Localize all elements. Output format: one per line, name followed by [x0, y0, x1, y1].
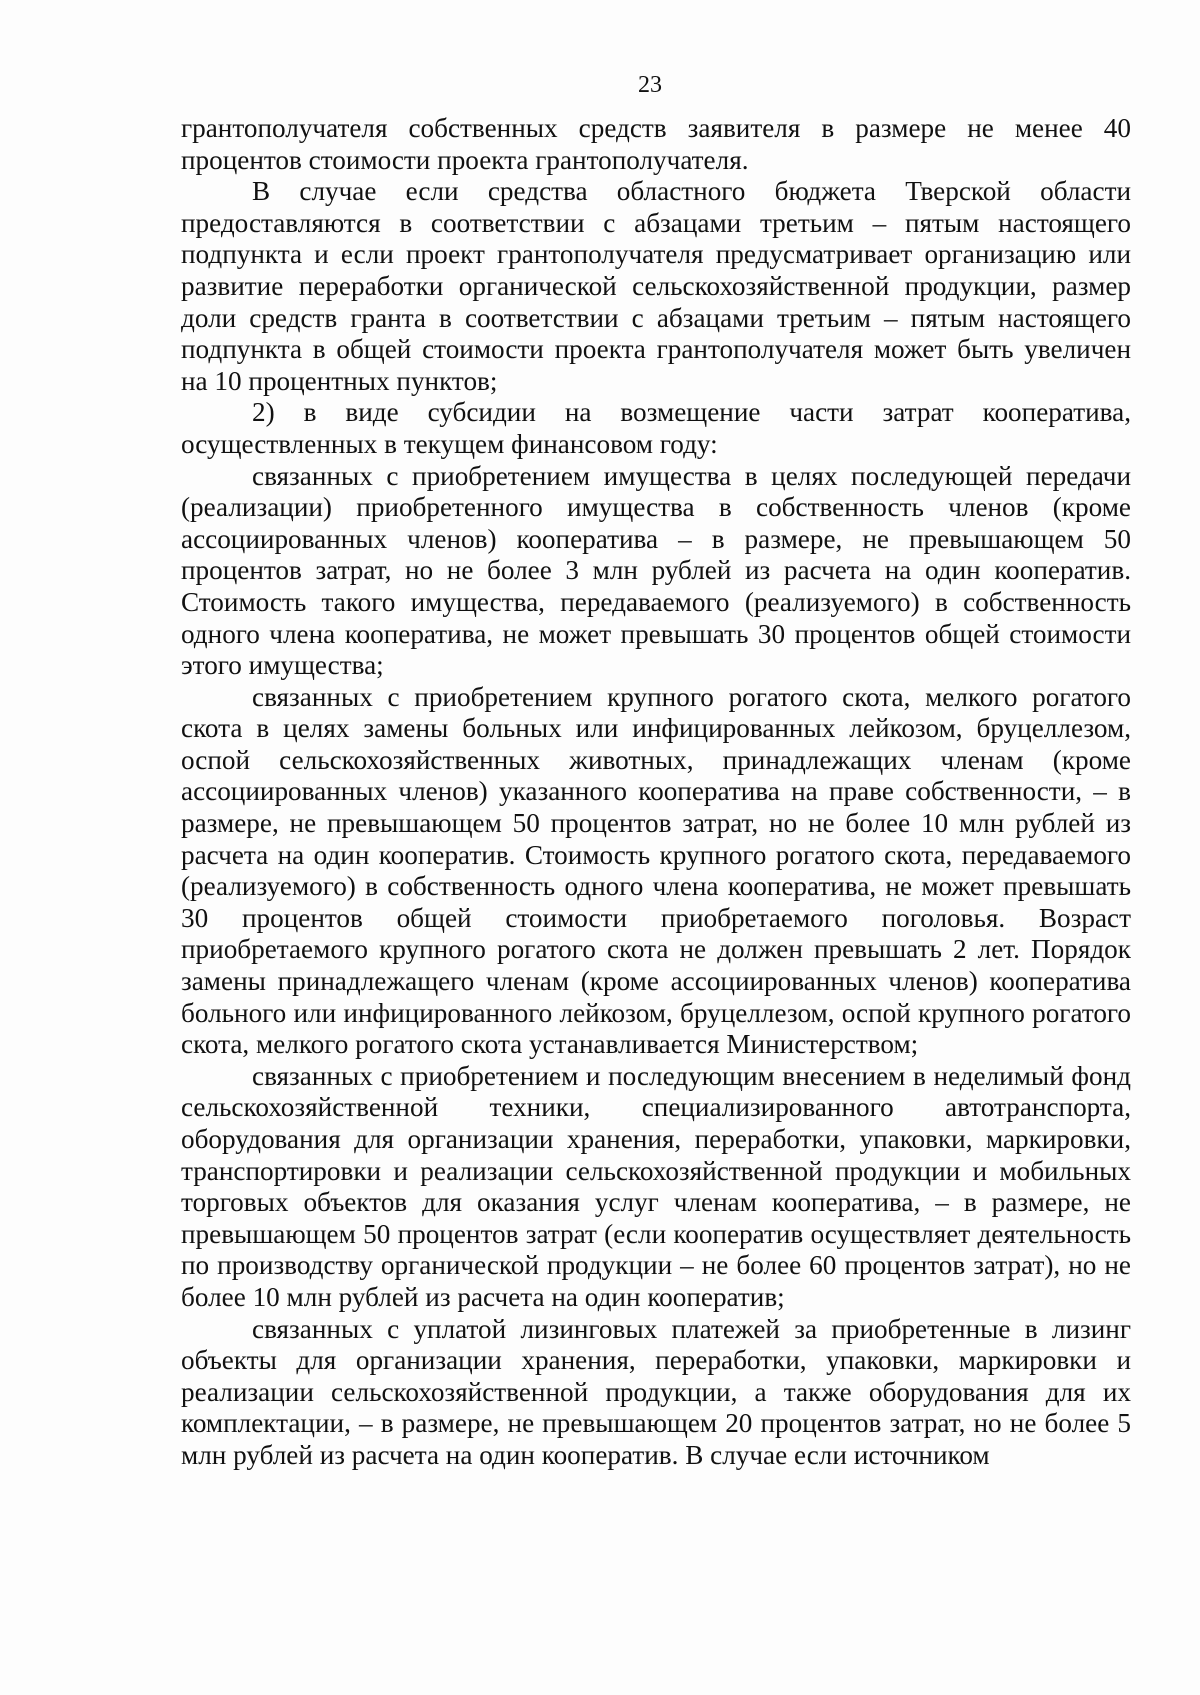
paragraph-organic-grant: В случае если средства областного бюджета Тверской области предоставляются в соответствии с абзацами третьим – пятым настоящего подпункта и если проект грантополучателя предусматривает организацию или развитие переработки органической сельскохозяйственной продукции, размер доли средств гранта в соответствии с абзацами третьим – пятым настоящего подпункта в общей стоимости проекта грантополучателя может быть увеличен на 10 процентных пунктов; — [181, 176, 1131, 396]
paragraph-equipment-purchase: связанных с приобретением и последующим внесением в неделимый фонд сельскохозяйственной техники, специализированного автотранспорта, оборудования для организации хранения, переработки, упаковки, маркировки, транспортировки и реализации сельскохозяйственной продукции и мобильных торговых объектов для оказания услуг членам кооператива, – в размере, не превышающем 50 процентов затрат (если кооператив осуществляет деятельность по производству органической продукции – не более 60 процентов затрат), но не более 10 млн рублей из расчета на один кооператив; — [181, 1060, 1131, 1312]
paragraph-cattle-purchase: связанных с приобретением крупного рогатого скота, мелкого рогатого скота в целях замены больных или инфицированных лейкозом, бруцеллезом, оспой сельскохозяйственных животных, принадлежащих членам (кроме ассоциированных членов) указанного кооператива на праве собственности, – в размере, не превышающем 50 процентов затрат, но не более 10 млн рублей из расчета на один кооператив. Стоимость крупного рогатого скота, передаваемого (реализуемого) в собственность одного члена кооператива, не может превышать 30 процентов общей стоимости приобретаемого поголовья. Возраст приобретаемого крупного рогатого скота не должен превышать 2 лет. Порядок замены принадлежащего членам (кроме ассоциированных членов) кооператива больного или инфицированного лейкозом, бруцеллезом, оспой крупного рогатого скота, мелкого рогатого скота устанавливается Министерством; — [181, 681, 1131, 1060]
paragraph-leasing-payments: связанных с уплатой лизинговых платежей за приобретенные в лизинг объекты для организации хранения, переработки, упаковки, маркировки и реализации сельскохозяйственной продукции, а также оборудования для их комплектации, – в размере, не превышающем 20 процентов затрат, но не более 5 млн рублей из расчета на один кооператив. В случае если источником — [181, 1313, 1131, 1470]
paragraph-subsidy-item-2: 2) в виде субсидии на возмещение части затрат кооператива, осуществленных в текущем финансовом году: — [181, 397, 1131, 459]
paragraph-continuation: грантополучателя собственных средств заявителя в размере не менее 40 процентов стоимости проекта грантополучателя. — [181, 113, 1131, 175]
page-number: 23 — [638, 72, 662, 98]
document-body — [181, 113, 1131, 1472]
paragraph-property-purchase: связанных с приобретением имущества в целях последующей передачи (реализации) приобретенного имущества в собственность членов (кроме ассоциированных членов) кооператива – в размере, не превышающем 50 процентов затрат, но не более 3 млн рублей из расчета на один кооператив. Стоимость такого имущества, передаваемого (реализуемого) в собственность одного члена кооператива, не может превышать 30 процентов общей стоимости этого имущества; — [181, 460, 1131, 681]
